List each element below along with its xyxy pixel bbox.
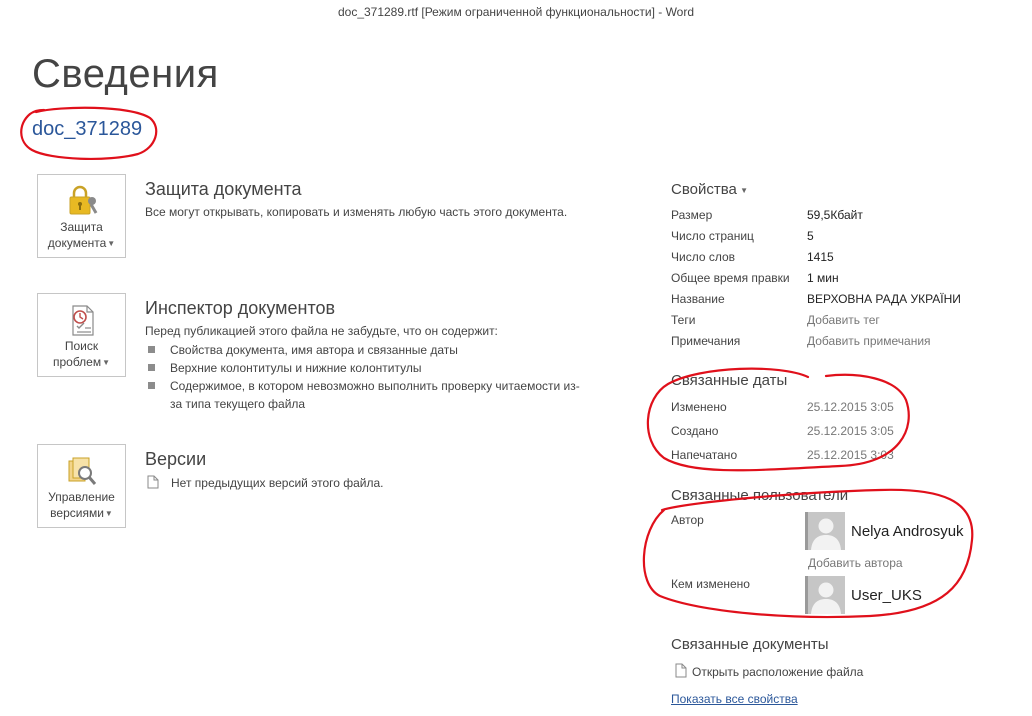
add-author-link[interactable]: Добавить автора — [808, 556, 903, 570]
protect-document-button[interactable] — [37, 174, 126, 258]
protect-document-desc: Все могут открывать, копировать и изменять любую часть этого документа. — [145, 205, 568, 219]
chevron-down-icon: ▼ — [102, 358, 111, 367]
chevron-down-icon: ▼ — [104, 509, 113, 518]
document-name: doc_371289 — [32, 118, 143, 140]
versions-button-label-1: Управление — [48, 490, 115, 504]
inspect-document-title: Инспектор документов — [145, 298, 336, 318]
document-icon — [675, 663, 687, 678]
list-item: Содержимое, в котором невозможно выполнить проверку читаемости из- — [145, 377, 595, 395]
versions-button-label-2: версиями — [50, 506, 104, 520]
list-item: за типа текущего файла — [170, 397, 306, 411]
manage-versions-button[interactable] — [37, 444, 126, 528]
tags-field[interactable]: Добавить тег — [807, 313, 880, 327]
list-item: Верхние колонтитулы и нижние колонтитулы — [145, 359, 595, 377]
author-label: Автор — [671, 513, 704, 527]
lock-key-icon — [64, 183, 100, 219]
related-dates-header: Связанные даты — [671, 372, 788, 389]
versions-icon — [64, 453, 100, 489]
author-name[interactable]: Nelya Androsyuk — [851, 523, 964, 540]
related-people-header: Связанные пользователи — [671, 487, 849, 504]
related-documents-header: Связанные документы — [671, 636, 829, 653]
title-field[interactable]: ВЕРХОВНА РАДА УКРАЇНИ — [807, 292, 961, 306]
inspect-button-label-1: Поиск — [64, 339, 99, 353]
avatar[interactable] — [805, 512, 845, 550]
check-for-issues-button[interactable] — [37, 293, 126, 377]
chevron-down-icon: ▼ — [737, 186, 749, 195]
person-icon — [805, 512, 845, 550]
list-item: Свойства документа, имя автора и связанные даты — [145, 341, 595, 359]
protect-button-label-2: документа — [47, 236, 107, 250]
bullet-icon — [148, 382, 155, 389]
document-inspect-icon — [64, 302, 100, 338]
chevron-down-icon: ▼ — [107, 239, 116, 248]
inspect-document-desc: Перед публикацией этого файла не забудьте, что он содержит: — [145, 324, 498, 338]
versions-desc: Нет предыдущих версий этого файла. — [171, 476, 384, 490]
window-title: doc_371289.rtf [Режим ограниченной функциональности] - Word — [337, 5, 695, 19]
versions-title: Версии — [145, 449, 207, 469]
comments-field[interactable]: Добавить примечания — [807, 334, 931, 348]
person-icon — [805, 576, 845, 614]
bullet-icon — [148, 346, 155, 353]
last-modified-by-name[interactable]: User_UKS — [851, 587, 922, 604]
properties-header[interactable]: Свойства ▼ — [671, 181, 749, 198]
inspect-button-label-2: проблем — [52, 355, 102, 369]
avatar[interactable] — [805, 576, 845, 614]
document-icon — [147, 475, 159, 489]
bullet-icon — [148, 364, 155, 371]
protect-document-title: Защита документа — [145, 179, 302, 199]
protect-button-label-1: Защита — [60, 220, 103, 234]
last-modified-by-label: Кем изменено — [671, 577, 750, 591]
show-all-properties-link[interactable]: Показать все свойства — [671, 692, 798, 706]
inspect-items-list — [145, 341, 595, 413]
page-title: Сведения — [32, 52, 219, 96]
